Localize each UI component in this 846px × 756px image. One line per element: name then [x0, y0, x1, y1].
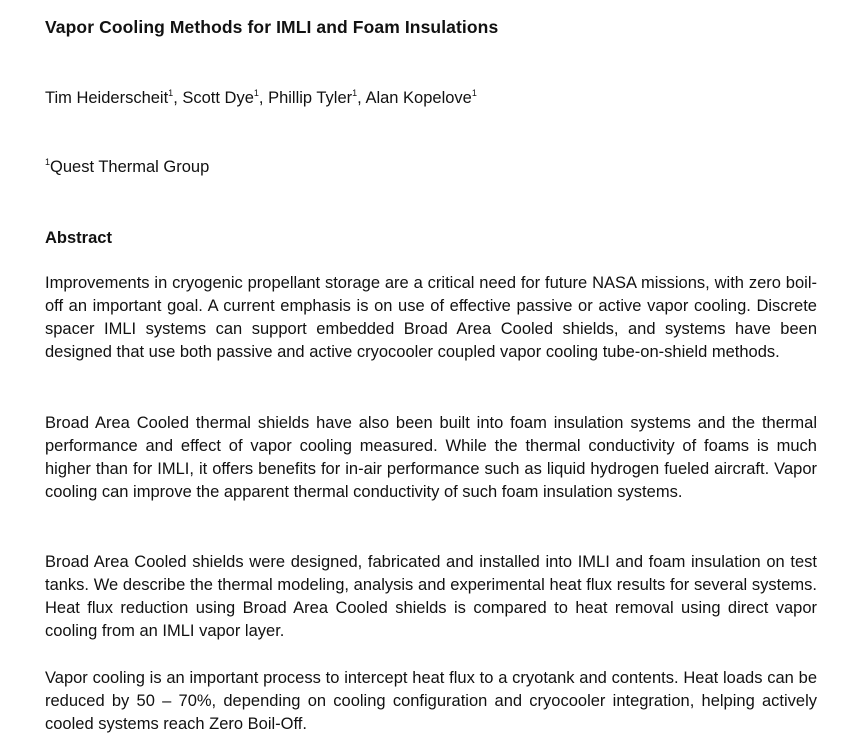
affiliation-mark: 1	[471, 88, 477, 98]
abstract-paragraph: Vapor cooling is an important process to intercept heat flux to a cryotank and contents. Heat loads can be reduced by 50 – 70%, depending on cooling configuration and cryocooler integration, helping actively cooled systems reach Zero Boil-Off.	[45, 669, 817, 733]
affiliation-mark: 1	[253, 88, 259, 98]
abstract-heading: Abstract	[45, 229, 112, 247]
author-separator: ,	[173, 89, 183, 107]
author-name: Phillip Tyler	[268, 89, 353, 107]
affiliation-line	[45, 158, 209, 177]
affiliation-mark: 1	[168, 88, 174, 98]
author-name: Tim Heiderscheit	[45, 89, 169, 107]
abstract-paragraph: Improvements in cryogenic propellant storage are a critical need for future NASA missions, with zero boil-off an important goal. A current emphasis is on use of effective passive or active vapor cooling. Discrete spacer IMLI systems can support embedded Broad Area Cooled shields, and systems have been designed that use both passive and active cryocooler coupled vapor cooling tube-on-shield methods.	[45, 274, 817, 361]
author-name: Alan Kopelove	[365, 89, 472, 107]
abstract-paragraph: Broad Area Cooled thermal shields have also been built into foam insulation systems and the thermal performance and effect of vapor cooling measured. While the thermal conductivity of foams is much higher than for IMLI, it offers benefits for in-air performance such as liquid hydrogen fueled aircraft. Vapor cooling can improve the apparent thermal conductivity of such foam insulation systems.	[45, 414, 817, 501]
author-name: Scott Dye	[182, 89, 254, 107]
abstract-paragraph: Broad Area Cooled shields were designed, fabricated and installed into IMLI and foam insulation on test tanks. We describe the thermal modeling, analysis and experimental heat flux results for several systems. Heat flux reduction using Broad Area Cooled shields is compared to heat removal using direct vapor cooling from an IMLI vapor layer.	[45, 553, 817, 640]
affiliation-mark: 1	[352, 88, 358, 98]
author-separator: ,	[258, 89, 269, 107]
affiliation-mark: 1	[45, 157, 51, 167]
affiliation-name: Quest Thermal Group	[50, 158, 210, 176]
paper-title: Vapor Cooling Methods for IMLI and Foam Insulations	[45, 17, 499, 37]
author-separator: ,	[357, 89, 366, 107]
author-list	[45, 89, 477, 108]
